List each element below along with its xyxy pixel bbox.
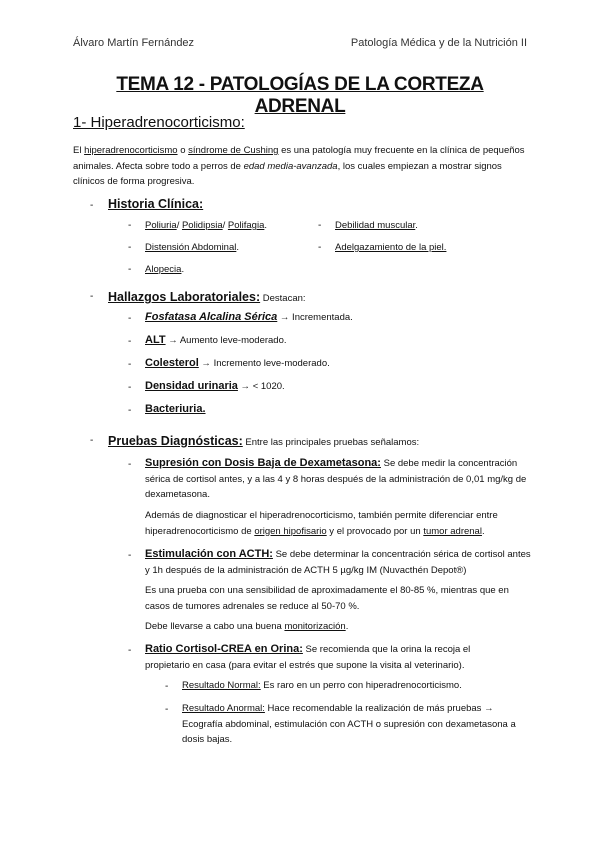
ratio-paragraph (145, 642, 495, 673)
supresion-paragraph (145, 456, 535, 503)
text: Entre las principales pruebas señalamos: (242, 437, 420, 448)
text: Se debe determinar la concentración sérica de cortisol antes y 1h después de la administración de ACTH 5 µg/kg IM (Nuvacthén Depot®) (145, 549, 531, 576)
term: tumor adrenal (423, 525, 482, 537)
text: Debe llevarse a cabo una buena (145, 621, 285, 632)
text: Hace recomendable la realización de más pruebas → Ecografía abdominal, estimulación con ACTH o supresión con dexametasona a dosis bajas. (182, 703, 516, 745)
lab-label: Densidad urinaria (145, 380, 238, 392)
term: monitorización (284, 621, 346, 632)
text: Destacan: (260, 293, 306, 304)
header-subject: Patología Médica y de la Nutrición II (350, 37, 527, 49)
lab-label: Fosfatasa Alcalina Sérica (145, 311, 278, 323)
bullet: - (128, 405, 132, 416)
term: Alopecia (145, 264, 182, 275)
bullet: - (165, 681, 169, 692)
lab-item (145, 311, 353, 323)
bullet: - (128, 242, 132, 253)
text: → < 1020. (237, 381, 285, 392)
list-item (145, 242, 239, 253)
list-item (335, 220, 418, 231)
bullet: - (128, 550, 132, 561)
lab-label: Bacteriuria. (145, 403, 206, 415)
text: Es raro en un perro con hiperadrenocorticismo. (260, 680, 462, 691)
bullet: - (128, 313, 132, 324)
bullet: - (128, 382, 132, 393)
bullet: - (90, 435, 94, 446)
term: hiperadrenocorticismo (84, 145, 178, 156)
bullet: - (165, 704, 169, 715)
term: Distensión Abdominal (145, 242, 237, 253)
text: , los cuales empiezan a mostrar signos clínicos de forma progresiva. (73, 160, 502, 187)
sep: / (222, 220, 228, 231)
lab-label: Colesterol (145, 357, 199, 369)
hallazgos-heading: Hallazgos Laboratoriales: (108, 290, 261, 304)
text: o (177, 145, 189, 156)
text: → Incrementada. (277, 312, 353, 323)
acth-paragraph-3 (145, 619, 535, 635)
bullet: - (318, 220, 322, 231)
hallazgos-heading-line (108, 288, 306, 306)
bullet: - (128, 264, 132, 275)
section-heading: 1- Hiperadrenocorticismo: (73, 114, 245, 131)
list-item (145, 220, 267, 231)
dot: . (415, 220, 418, 231)
bullet: - (128, 459, 132, 470)
bullet: - (128, 220, 132, 231)
resultado-normal (182, 678, 522, 694)
bullet: - (128, 645, 132, 656)
intro-paragraph (73, 143, 535, 190)
text: y el provocado por un (326, 525, 424, 537)
test-label: Ratio Cortisol-CREA en Orina: (145, 643, 303, 655)
bullet: - (90, 200, 94, 211)
bullet: - (90, 291, 94, 302)
bullet: - (128, 336, 132, 347)
resultado-anormal (182, 701, 517, 748)
supresion-paragraph-2 (145, 508, 535, 539)
list-item (145, 264, 184, 275)
text: . (345, 621, 349, 632)
lab-item (145, 357, 330, 369)
sep: / (176, 220, 182, 231)
term: Poliuria (145, 220, 177, 231)
pruebas-heading: Pruebas Diagnósticas: (108, 434, 243, 448)
lab-item (145, 403, 206, 415)
text: → Incremento leve-moderado. (198, 358, 330, 369)
text: El (73, 145, 85, 156)
text: → Aumento leve-moderado. (165, 335, 287, 346)
result-label: Resultado Anormal: (182, 703, 265, 714)
page-title: TEMA 12 - PATOLOGÍAS DE LA CORTEZA ADRENAL (116, 74, 484, 117)
term: Polidipsia (181, 220, 223, 231)
bullet: - (318, 242, 322, 253)
text: Se recomienda que la orina la recoja el propietario en casa (para evitar el estrés que supone la visita al veterinario). (145, 644, 471, 671)
acth-paragraph (145, 547, 535, 578)
term: síndrome de Cushing (188, 145, 279, 156)
historia-heading: Historia Clínica: (108, 197, 204, 211)
term: origen hipofisario (254, 525, 327, 537)
dot: . (181, 264, 185, 275)
text: Se debe medir la concentración sérica de cortisol antes, y a las 4 y 8 horas después de la administración de 0,01 mg/kg de dexametasona. (145, 458, 527, 500)
text: es una patología muy frecuente en la clínica de pequeños animales. Afecta sobre todo a perros de (73, 145, 525, 172)
term: edad media-avanzada (243, 160, 338, 172)
term: Debilidad muscular (335, 220, 416, 231)
dot: . (236, 242, 239, 253)
list-item: Adelgazamiento de la piel. (335, 242, 447, 253)
test-label: Supresión con Dosis Baja de Dexametasona: (145, 457, 381, 469)
dot: . (264, 220, 268, 231)
text: . (481, 525, 485, 537)
text: Además de diagnosticar el hiperadrenocorticismo, también permite diferenciar entre hiperadrenocorticismo de (145, 510, 498, 537)
acth-paragraph-2: Es una prueba con una sensibilidad de aproximadamente el 80-85 %, mientras que en casos de tumores adrenales se reduce al 50-70 %. (145, 585, 509, 612)
lab-label: ALT (145, 334, 166, 346)
lab-item (145, 380, 285, 392)
result-label: Resultado Normal: (182, 680, 261, 691)
test-label: Estimulación con ACTH: (145, 548, 273, 560)
lab-item (145, 334, 287, 346)
header-author: Álvaro Martín Fernández (73, 37, 195, 49)
bullet: - (128, 359, 132, 370)
term: Polifagia (227, 220, 265, 231)
pruebas-heading-line (108, 432, 419, 450)
